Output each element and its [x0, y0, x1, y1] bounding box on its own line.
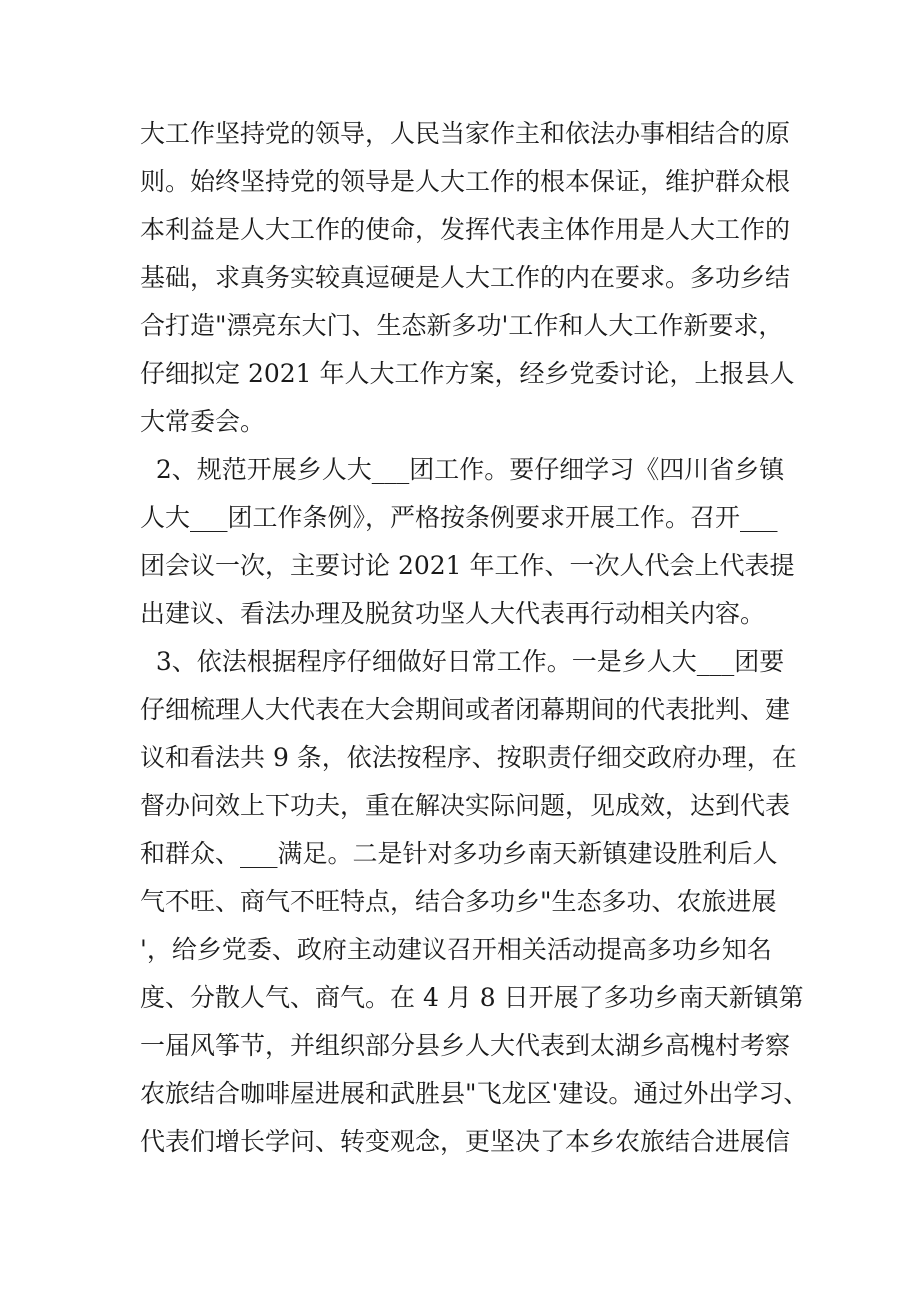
text-line: 仔细梳理人大代表在大会期间或者闭幕期间的代表批判、建	[140, 695, 791, 724]
text-line: 大工作坚持党的领导，人民当家作主和依法办事相结合的原	[140, 119, 791, 148]
text-line: 度、分散人气、商气。在 4 月 8 日开展了多功乡南天新镇第	[140, 983, 804, 1012]
text-line: '，给乡党委、政府主动建议召开相关活动提高多功乡知名	[140, 935, 772, 964]
text-line: 本利益是人大工作的使命，发挥代表主体作用是人大工作的	[140, 215, 791, 244]
text-line: 气不旺、商气不旺特点，结合多功乡"生态多功、农旅进展	[140, 887, 777, 916]
text-line: 一届风筝节，并组织部分县乡人大代表到太湖乡高槐村考察	[140, 1031, 791, 1060]
text-line: 3、依法根据程序仔细做好日常工作。一是乡人大___团要	[140, 647, 785, 676]
text-line: 仔细拟定 2021 年人大工作方案，经乡党委讨论，上报县人	[140, 359, 795, 388]
text-line: 农旅结合咖啡屋进展和武胜县"飞龙区'建设。通过外出学习、	[140, 1079, 809, 1108]
text-line: 团会议一次，主要讨论 2021 年工作、一次人代会上代表提	[140, 551, 795, 580]
text-line: 议和看法共 9 条，依法按程序、按职责仔细交政府办理，在	[140, 743, 797, 772]
text-line: 则。始终坚持党的领导是人大工作的根本保证，维护群众根	[140, 167, 791, 196]
text-line: 代表们增长学问、转变观念，更坚决了本乡农旅结合进展信	[140, 1127, 791, 1156]
text-line: 督办问效上下功夫，重在解决实际问题，见成效，达到代表	[140, 791, 791, 820]
text-line: 合打造"漂亮东大门、生态新多功'工作和人大工作新要求，	[140, 311, 784, 340]
text-line: 基础，求真务实较真逗硬是人大工作的内在要求。多功乡结	[140, 263, 791, 292]
text-line: 大常委会。	[140, 407, 266, 436]
text-line: 2、规范开展乡人大___团工作。要仔细学习《四川省乡镇	[140, 455, 785, 484]
text-line: 出建议、看法办理及脱贫功坚人大代表再行动相关内容。	[140, 599, 766, 628]
text-line: 和群众、___满足。二是针对多功乡南天新镇建设胜利后人	[140, 839, 778, 868]
text-line: 人大___团工作条例》，严格按条例要求开展工作。召开___	[140, 503, 778, 532]
body-text	[140, 110, 809, 1166]
